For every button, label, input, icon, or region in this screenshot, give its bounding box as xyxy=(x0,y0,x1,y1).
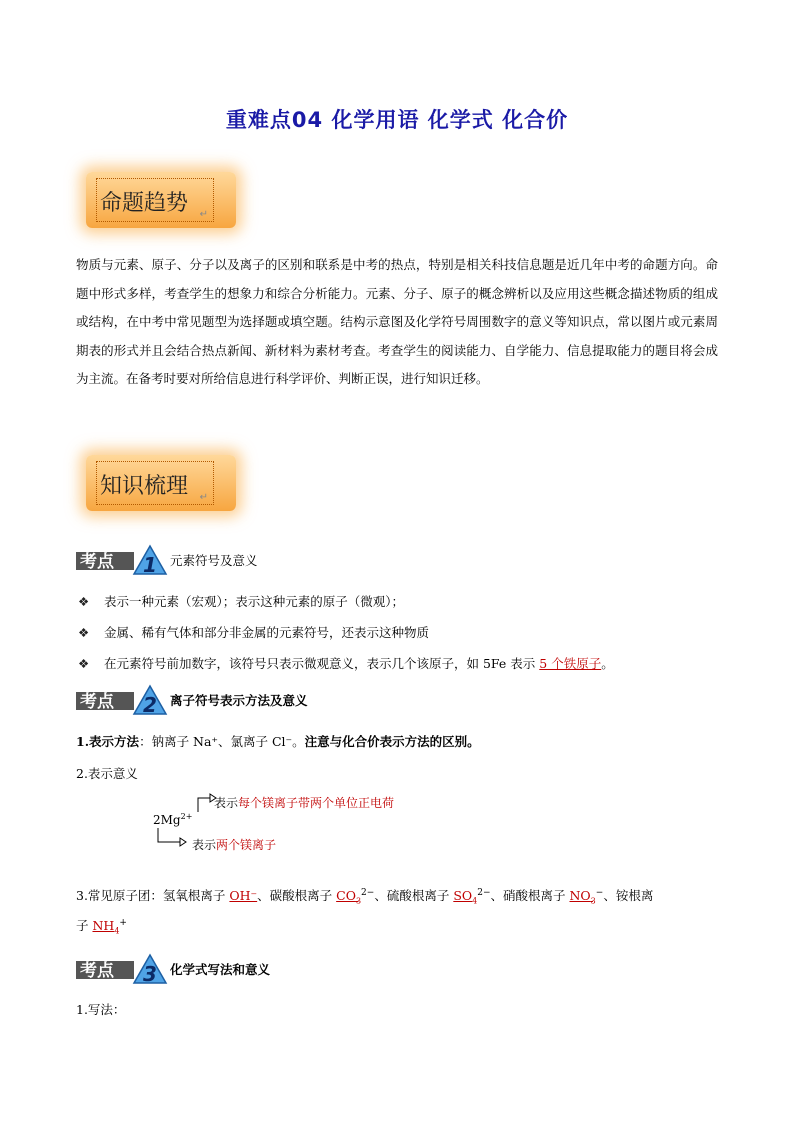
ion-meaning-line: 2.表示意义 xyxy=(76,766,138,781)
kaodian-1-number: 1 xyxy=(143,553,157,576)
mg-ion-symbol: $2Mg^{2+}$ xyxy=(153,812,193,827)
kaodian-3-number: 3 xyxy=(143,962,157,985)
kaodian-3-heading xyxy=(76,952,270,986)
mg-bottom-meaning: 表示两个镁离子 xyxy=(192,838,277,852)
kaodian-1-heading xyxy=(76,543,258,577)
radicals-line: 3.常见原子团：氢氧根离子 OH⁻、碳酸根离子 $CO_3^{2-}$、硫酸根离子 $SO_4^{2-}$、硝酸根离子 $NO_3^-$、铵根离 xyxy=(76,887,654,906)
page-title: 重难点04 化学用语 化学式 化合价 xyxy=(225,108,569,132)
diamond-bullet-icon: ❖ xyxy=(78,625,90,640)
kaodian-1-title: 元素符号及意义 xyxy=(170,553,258,568)
list-item: ❖ 表示一种元素（宏观）；表示这种元素的原子（微观）； xyxy=(78,594,405,609)
mg-top-meaning: 表示每个镁离子带两个单位正电荷 xyxy=(214,796,395,810)
mg-ion-diagram xyxy=(150,790,450,854)
paragraph-mark-icon: ↵ xyxy=(199,492,208,503)
kaodian-2-title: 离子符号表示方法及意义 xyxy=(170,693,308,708)
paragraph-mark-icon: ↵ xyxy=(199,209,208,220)
kaodian-3-badge-text: 考点 xyxy=(80,961,114,981)
kaodian-2-number: 2 xyxy=(143,693,157,716)
kaodian-2-heading xyxy=(76,683,308,717)
list-item: ❖ 金属、稀有气体和部分非金属的元素符号，还表示这种物质 xyxy=(78,625,430,640)
kaodian-2-badge-text: 考点 xyxy=(80,692,114,712)
banner-trend xyxy=(86,172,236,228)
ion-notation-line: 1.表示方法：钠离子 Na⁺、氯离子 Cl⁻。注意与化合价表示方法的区别。 xyxy=(76,734,480,749)
diamond-bullet-icon: ❖ xyxy=(78,594,90,609)
kaodian-1-badge-text: 考点 xyxy=(80,552,114,572)
formula-writing-line: 1.写法： xyxy=(76,1002,126,1017)
kaodian-3-badge-icon xyxy=(76,953,168,985)
banner-knowledge xyxy=(86,455,236,511)
kaodian-1-badge-icon xyxy=(76,544,168,576)
banner-trend-label: 命题趋势 xyxy=(100,191,189,216)
kaodian-3-title: 化学式写法和意义 xyxy=(170,962,271,977)
list-item: ❖ 在元素符号前加数字，该符号只表示微观意义，表示几个该原子，如 5Fe 表示 5 个铁原子。 xyxy=(78,656,614,671)
diamond-bullet-icon: ❖ xyxy=(78,656,90,671)
banner-knowledge-label: 知识梳理 xyxy=(100,474,189,499)
radicals-line-2: 子 $NH_4^+$ xyxy=(76,917,127,936)
kaodian-2-badge-icon xyxy=(76,684,168,716)
intro-paragraph: 物质与元素、原子、分子以及离子的区别和联系是中考的热点，特别是相关科技信息题是近几年中考的命题方向。命题中形式多样，考查学生的想象力和综合分析能力。元素、分子、原子的概念辨析以及应用这些概念描述物质的组成或结构，在中考中常见题型为选择题或填空题。结构示意图及化学符号周围数字的意义等知识点，常以图片或元素周期表的形式并且会结合热点新闻、新材料为素材考查。考查学生的阅读能力、自学能力、信息提取能力的题目将会成为主流。在备考时要对所给信息进行科学评价、判断正误，进行知识迁移。 xyxy=(76,257,718,386)
